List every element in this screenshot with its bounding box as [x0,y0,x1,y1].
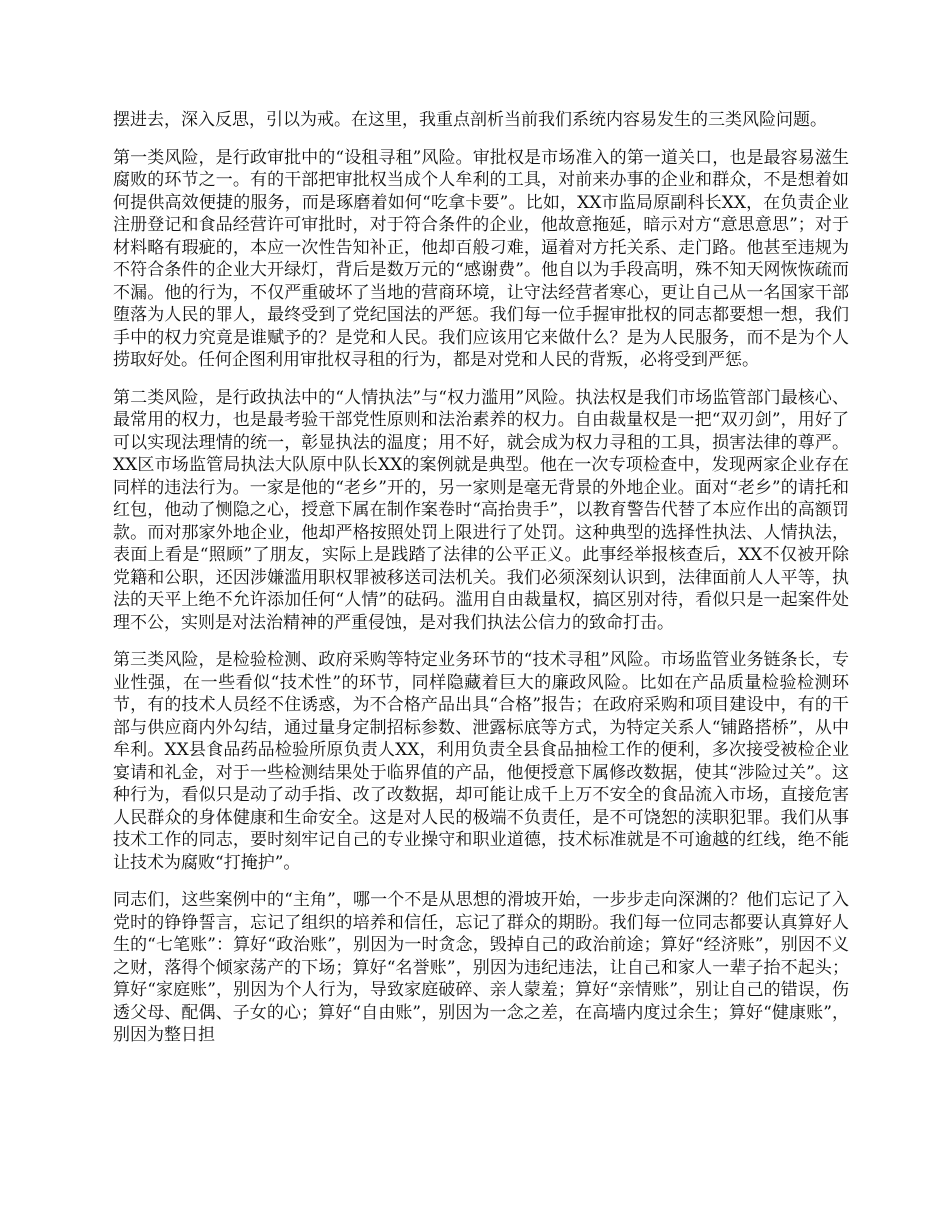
paragraph-risk-one: 第一类风险，是行政审批中的“设租寻租”风险。审批权是市场准入的第一道关口，也是最容易滋生腐败的环节之一。有的干部把审批权当成个人牟利的工具，对前来办事的企业和群众，不是想着如何提供高效便捷的服务，而是琢磨着如何“吃拿卡要”。比如，XX市监局原副科长XX，在负责企业注册登记和食品经营许可审批时，对于符合条件的企业，他故意拖延，暗示对方“意思意思”；对于材料略有瑕疵的，本应一次性告知补正，他却百般刁难，逼着对方托关系、走门路。他甚至违规为不符合条件的企业大开绿灯，背后是数万元的“感谢费”。他自以为手段高明，殊不知天网恢恢疏而不漏。他的行为，不仅严重破坏了当地的营商环境，让守法经营者寒心，更让自己从一名国家干部堕落为人民的罪人，最终受到了党纪国法的严惩。我们每一位手握审批权的同志都要想一想，我们手中的权力究竟是谁赋予的？是党和人民。我们应该用它来做什么？是为人民服务，而不是为个人捞取好处。任何企图利用审批权寻租的行为，都是对党和人民的背叛，必将受到严惩。 [113,147,849,370]
paragraph-conclusion: 同志们，这些案例中的“主角”，哪一个不是从思想的滑坡开始，一步步走向深渊的？他们忘记了入党时的铮铮誓言，忘记了组织的培养和信任，忘记了群众的期盼。我们每一位同志都要认真算好人生的“七笔账”：算好“政治账”，别因为一时贪念，毁掉自己的政治前途；算好“经济账”，别因不义之财，落得个倾家荡产的下场；算好“名誉账”，别因为违纪违法，让自己和家人一辈子抬不起头；算好“家庭账”，别因为个人行为，导致家庭破碎、亲人蒙羞；算好“亲情账”，别让自己的错误，伤透父母、配偶、子女的心；算好“自由账”，别因为一念之差，在高墙内度过余生；算好“健康账”，别因为整日担 [113,890,849,1045]
paragraph-intro: 摆进去，深入反思，引以为戒。在这里，我重点剖析当前我们系统内容易发生的三类风险问题。 [113,110,827,130]
paragraph-risk-two: 第二类风险，是行政执法中的“人情执法”与“权力滥用”风险。执法权是我们市场监管部门最核心、最常用的权力，也是最考验干部党性原则和法治素养的权力。自由裁量权是一把“双刃剑”，用好了可以实现法理情的统一，彰显执法的温度；用不好，就会成为权力寻租的工具，损害法律的尊严。XX区市场监管局执法大队原中队长XX的案例就是典型。他在一次专项检查中，发现两家企业存在同样的违法行为。一家是他的“老乡”开的，另一家则是毫无背景的外地企业。面对“老乡”的请托和红包，他动了恻隐之心，授意下属在制作案卷时“高抬贵手”，以教育警告代替了本应作出的高额罚款。而对那家外地企业，他却严格按照处罚上限进行了处罚。这种典型的选择性执法、人情执法，表面上看是“照顾”了朋友，实际上是践踏了法律的公平正义。此事经举报核查后，XX不仅被开除党籍和公职，还因涉嫌滥用职权罪被移送司法机关。我们必须深刻认识到，法律面前人人平等，执法的天平上绝不允许添加任何“人情”的砝码。滥用自由裁量权，搞区别对待，看似只是一起案件处理不公，实则是对法治精神的严重侵蚀，是对我们执法公信力的致命打击。 [113,387,849,633]
document-page [113,109,849,1062]
paragraph-risk-three: 第三类风险，是检验检测、政府采购等特定业务环节的“技术寻租”风险。市场监管业务链条长，专业性强，在一些看似“技术性”的环节，同样隐藏着巨大的廉政风险。比如在产品质量检验检测环节，有的技术人员经不住诱惑，为不合格产品出具“合格”报告；在政府采购和项目建设中，有的干部与供应商内外勾结，通过量身定制招标参数、泄露标底等方式，为特定关系人“铺路搭桥”，从中牟利。XX县食品药品检验所原负责人XX，利用负责全县食品抽检工作的便利，多次接受被检企业宴请和礼金，对于一些检测结果处于临界值的产品，他便授意下属修改数据，使其“涉险过关”。这种行为，看似只是动了动手指、改了改数据，却可能让成千上万不安全的食品流入市场，直接危害人民群众的身体健康和生命安全。这是对人民的极端不负责任，是不可饶恕的渎职犯罪。我们从事技术工作的同志，要时刻牢记自己的专业操守和职业道德，技术标准就是不可逾越的红线，绝不能让技术为腐败“打掩护”。 [113,650,849,873]
